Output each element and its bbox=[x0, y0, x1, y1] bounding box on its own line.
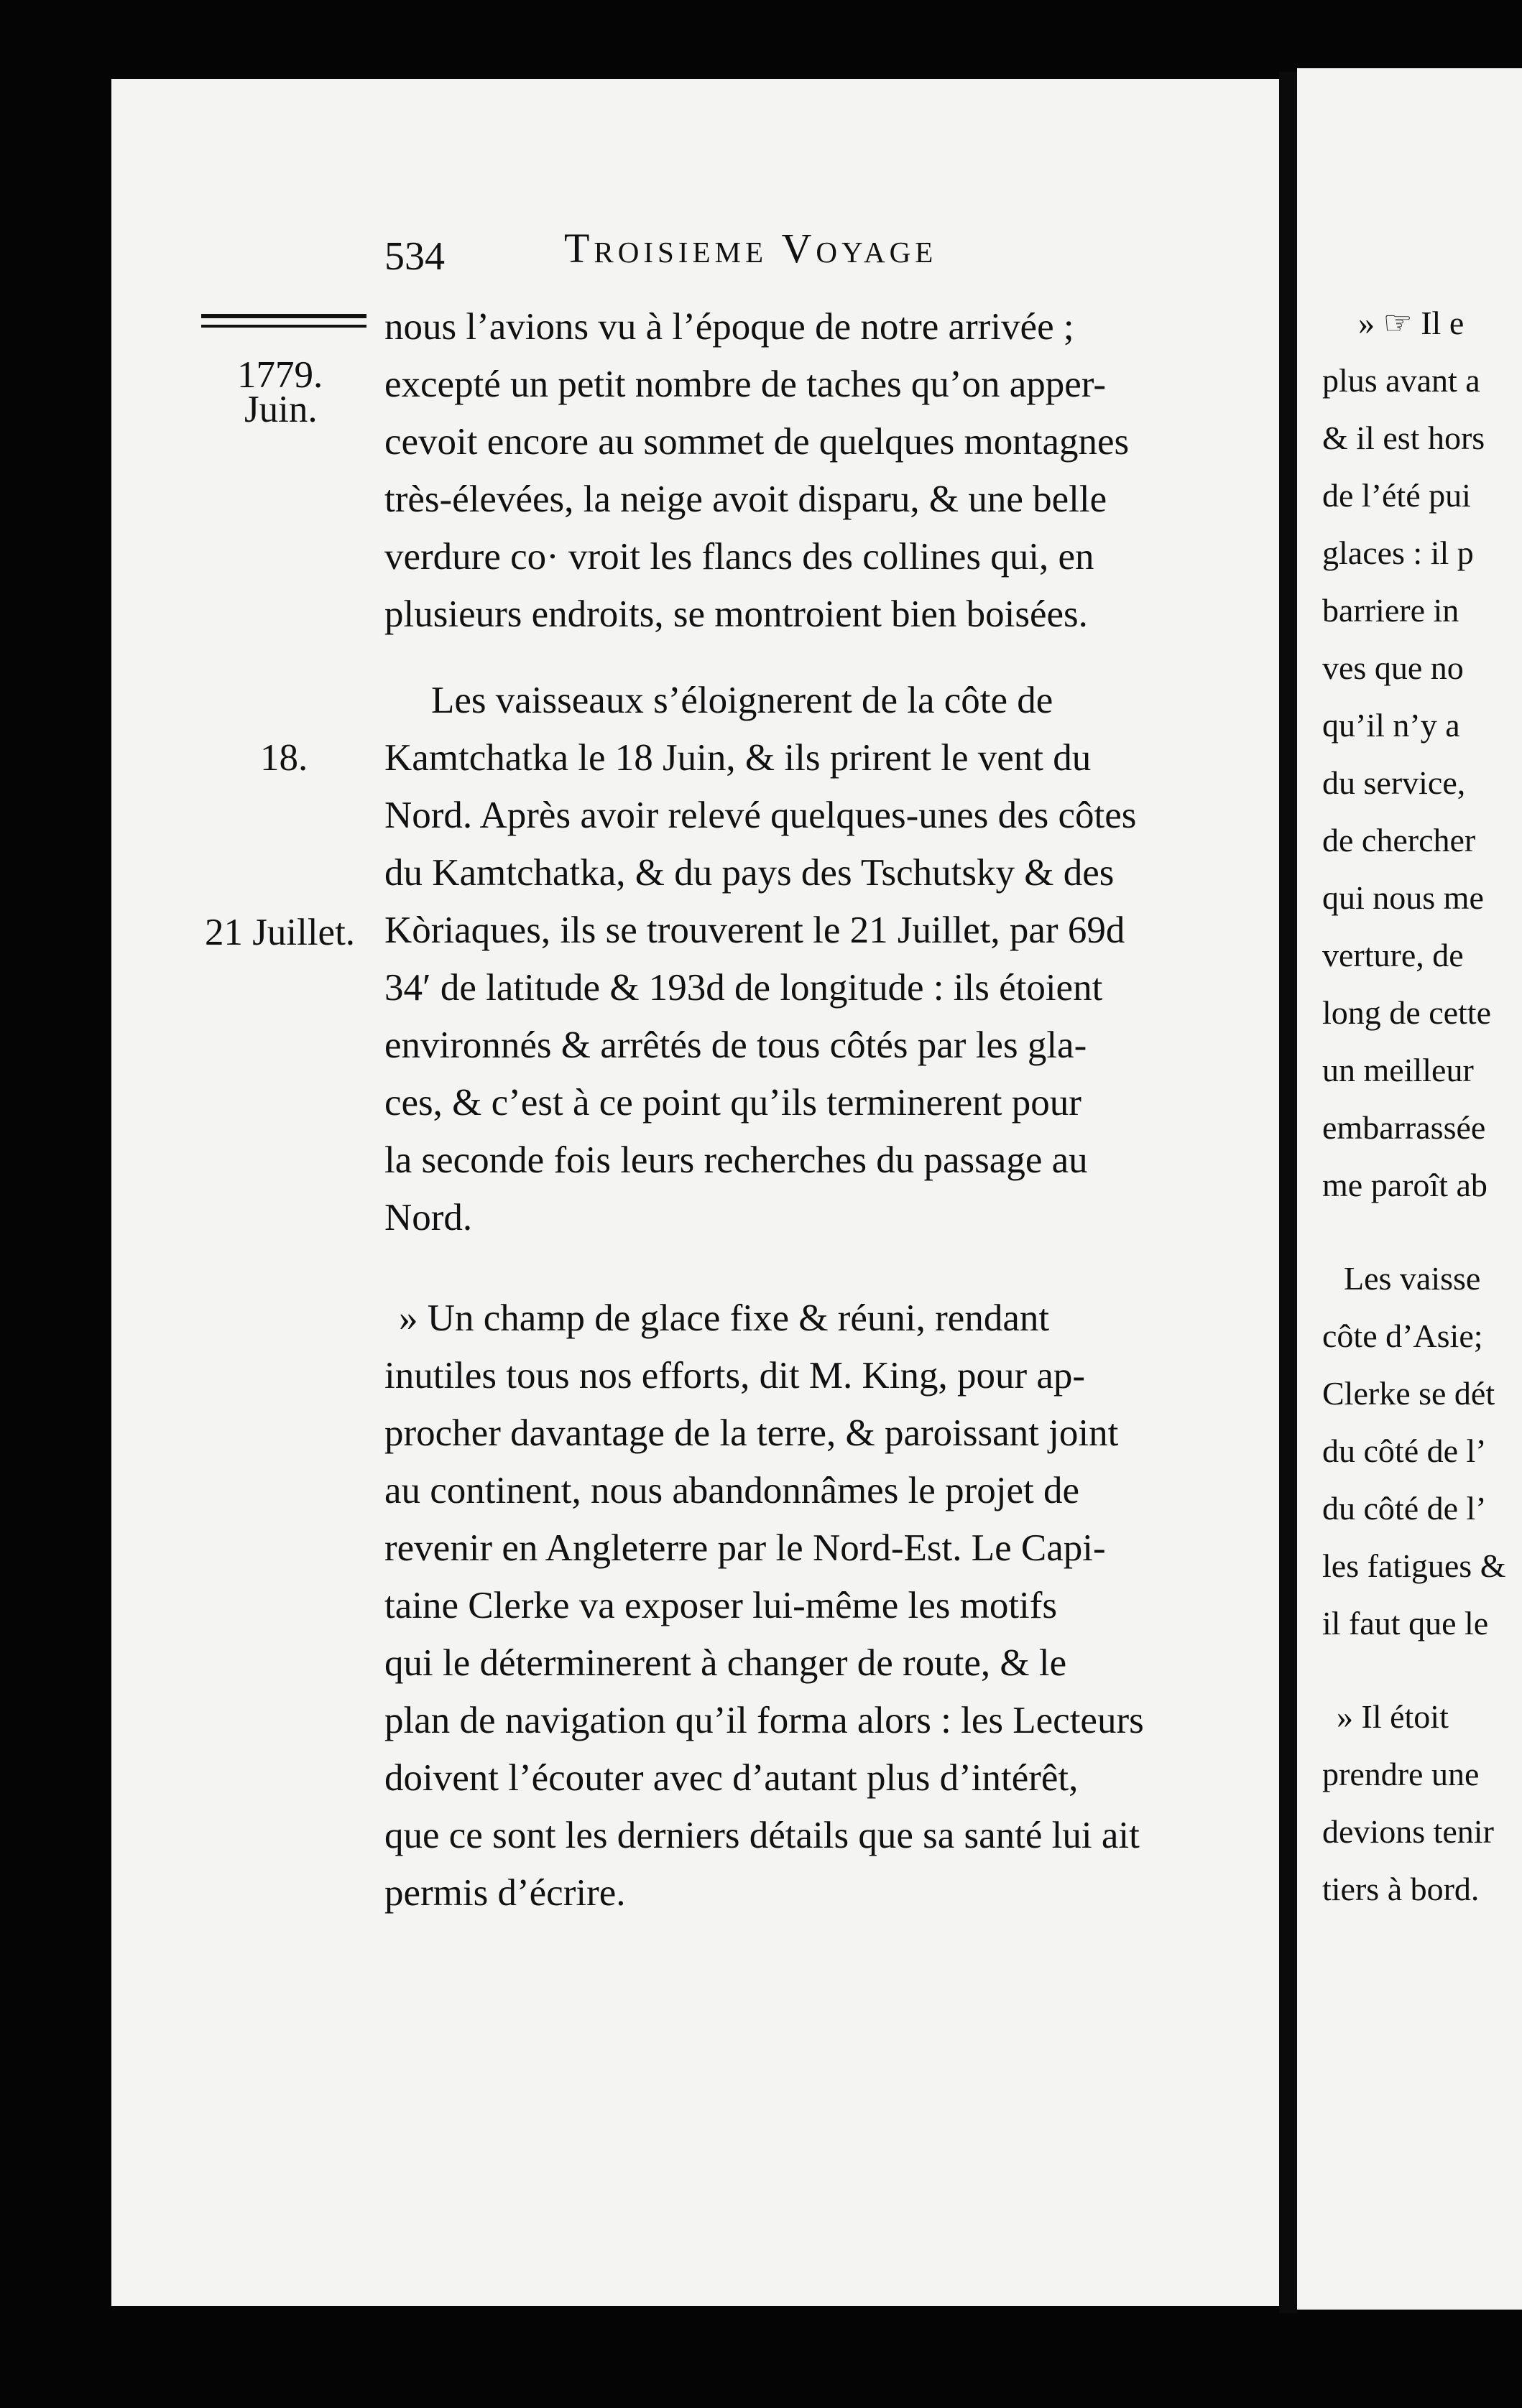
text-line: verdure co· vroit les flancs des collines qui, en bbox=[384, 536, 1094, 578]
right-text-line: du côté de l’ bbox=[1322, 1432, 1487, 1469]
right-text-line: un meilleur bbox=[1322, 1052, 1474, 1088]
book-gutter bbox=[1279, 72, 1297, 2313]
text-line: nous l’avions vu à l’époque de notre arrivée ; bbox=[384, 306, 1074, 348]
right-text-line: côte d’Asie; bbox=[1322, 1318, 1483, 1354]
margin-rule-top bbox=[201, 314, 366, 318]
right-text-line: Les vaisse bbox=[1344, 1260, 1481, 1297]
right-text-line: de l’été pui bbox=[1322, 477, 1471, 514]
right-text-line: embarrassée bbox=[1322, 1109, 1486, 1146]
right-text-line: il faut que le bbox=[1322, 1605, 1489, 1641]
text-line: revenir en Angleterre par le Nord-Est. Le Capi- bbox=[384, 1527, 1106, 1569]
text-line: plusieurs endroits, se montroient bien boisées. bbox=[384, 593, 1088, 635]
text-line: au continent, nous abandonnâmes le projet de bbox=[384, 1470, 1079, 1511]
right-text-line: » Il étoit bbox=[1337, 1698, 1449, 1735]
margin-year: 1779. bbox=[237, 354, 323, 396]
right-text-line: me paroît ab bbox=[1322, 1167, 1488, 1203]
text-line: Les vaisseaux s’éloignerent de la côte de bbox=[431, 680, 1053, 721]
right-text-line: glaces : il p bbox=[1322, 534, 1474, 571]
right-text-line: du service, bbox=[1322, 764, 1466, 801]
page-number: 534 bbox=[384, 234, 445, 279]
right-text-line: du côté de l’ bbox=[1322, 1490, 1487, 1527]
right-text-line: long de cette bbox=[1322, 994, 1492, 1031]
margin-july-21: 21 Juillet. bbox=[205, 912, 356, 953]
right-text-line: verture, de bbox=[1322, 937, 1464, 973]
margin-month: Juin. bbox=[244, 389, 318, 430]
text-line: 34′ de latitude & 193d de longitude : ils étoient bbox=[384, 967, 1103, 1009]
text-line: qui le déterminerent à changer de route, & le bbox=[384, 1642, 1067, 1684]
text-line: procher davantage de la terre, & paroissant joint bbox=[384, 1412, 1119, 1454]
right-text-line: & il est hors bbox=[1322, 420, 1485, 456]
right-text-line: qu’il n’y a bbox=[1322, 707, 1460, 744]
text-line: doivent l’écouter avec d’autant plus d’intérêt, bbox=[384, 1757, 1079, 1799]
text-line: permis d’écrire. bbox=[384, 1872, 626, 1914]
running-head: Troisieme Voyage bbox=[564, 225, 938, 272]
right-text-line: barriere in bbox=[1322, 592, 1459, 629]
text-line: » Un champ de glace fixe & réuni, rendant bbox=[399, 1297, 1050, 1339]
text-line: plan de navigation qu’il forma alors : les Lecteurs bbox=[384, 1700, 1144, 1741]
right-text-line: qui nous me bbox=[1322, 879, 1484, 916]
right-text-line: de chercher bbox=[1322, 822, 1476, 858]
text-line: cevoit encore au sommet de quelques montagnes bbox=[384, 421, 1130, 463]
right-text-line: tiers à bord. bbox=[1322, 1871, 1480, 1907]
text-line: excepté un petit nombre de taches qu’on apper- bbox=[384, 363, 1107, 405]
right-text-line: les fatigues & bbox=[1322, 1547, 1506, 1584]
text-line: Nord. Après avoir relevé quelques-unes des côtes bbox=[384, 795, 1137, 836]
text-line: Kamtchatka le 18 Juin, & ils prirent le vent du bbox=[384, 737, 1092, 779]
right-text-line: » ☞ Il e bbox=[1358, 305, 1465, 341]
right-text-line: plus avant a bbox=[1322, 362, 1480, 399]
right-text-line: devions tenir bbox=[1322, 1813, 1494, 1850]
right-text-line: Clerke se dét bbox=[1322, 1375, 1495, 1412]
text-line: très-élevées, la neige avoit disparu, & une belle bbox=[384, 478, 1107, 520]
text-line: Nord. bbox=[384, 1197, 473, 1238]
text-line: que ce sont les derniers détails que sa santé lui ait bbox=[384, 1815, 1140, 1856]
right-text-line: prendre une bbox=[1322, 1756, 1480, 1792]
text-line: Kòriaques, ils se trouverent le 21 Juillet, par 69d bbox=[384, 909, 1125, 951]
text-line: ces, & c’est à ce point qu’ils terminerent pour bbox=[384, 1082, 1081, 1124]
text-line: du Kamtchatka, & du pays des Tschutsky & des bbox=[384, 852, 1115, 894]
text-line: environnés & arrêtés de tous côtés par les gla- bbox=[384, 1024, 1087, 1066]
text-line: inutiles tous nos efforts, dit M. King, pour ap- bbox=[384, 1355, 1086, 1397]
text-line: taine Clerke va exposer lui-même les motifs bbox=[384, 1585, 1058, 1626]
right-text-line: ves que no bbox=[1322, 649, 1464, 686]
margin-day-18: 18. bbox=[260, 737, 308, 779]
margin-rule-bottom bbox=[201, 325, 366, 328]
text-line: la seconde fois leurs recherches du passage au bbox=[384, 1139, 1088, 1181]
